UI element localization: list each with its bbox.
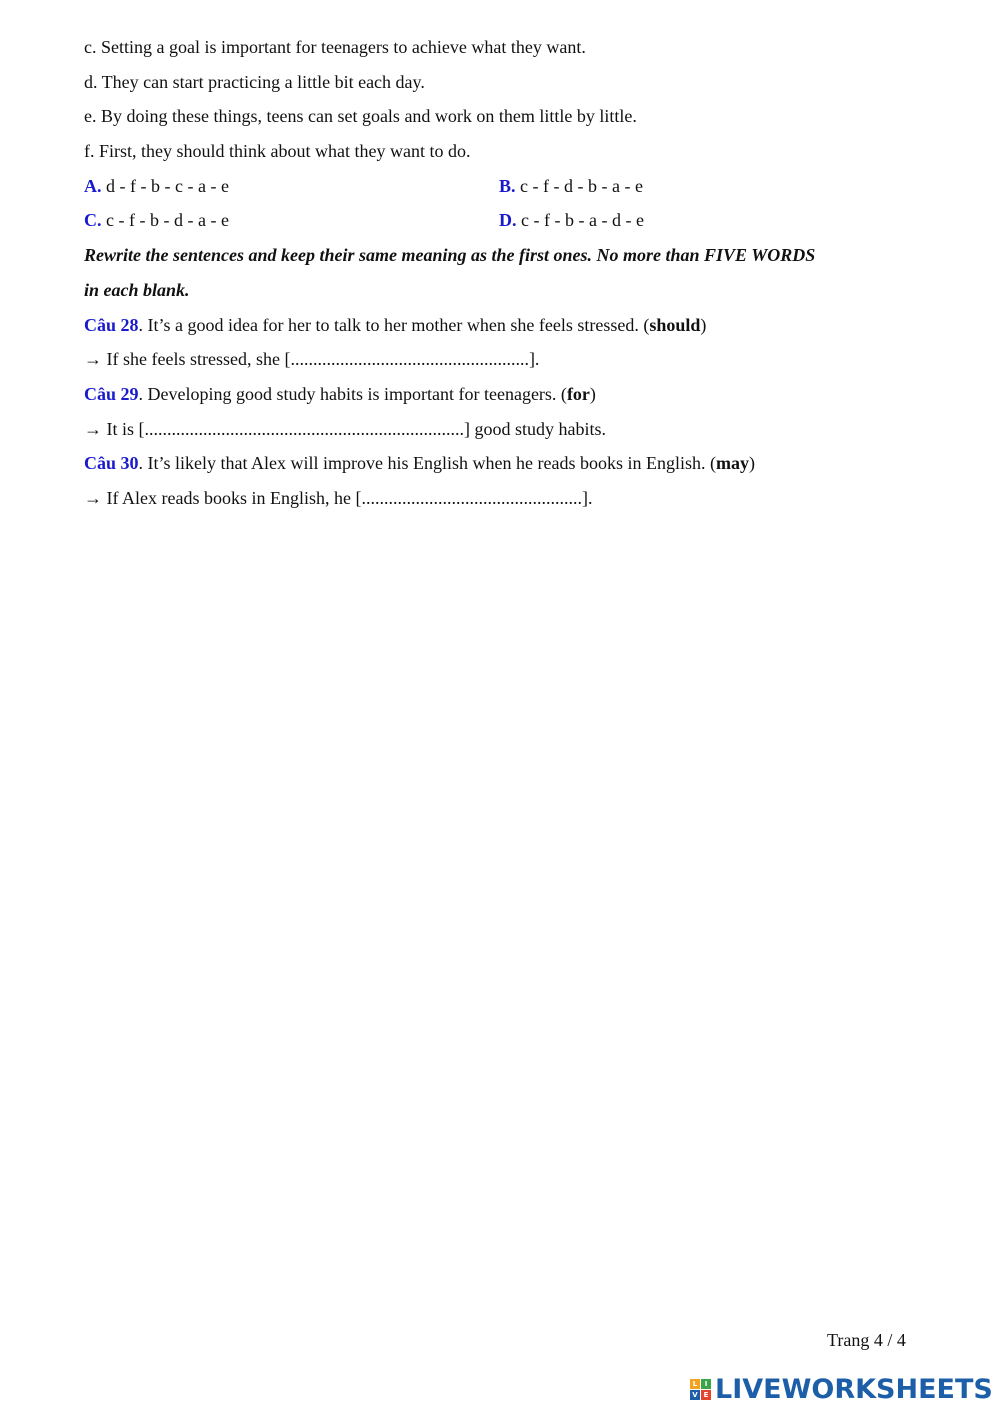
question-28: [84, 308, 914, 343]
question-28-label: Câu 28: [84, 314, 139, 335]
option-a-text: d - f - b - c - a - e: [101, 175, 229, 196]
question-29-close: ): [589, 383, 596, 404]
question-29: [84, 377, 914, 412]
brand-name: LIVEWORKSHEETS: [715, 1374, 993, 1405]
question-30-close: ): [748, 453, 755, 474]
sentence-item-d: d. They can start practicing a little bit each day.: [84, 71, 425, 92]
option-c[interactable]: [84, 203, 499, 238]
question-29-keyword: for: [566, 383, 590, 404]
sentence-item-e: e. By doing these things, teens can set goals and work on them little by little.: [84, 106, 637, 127]
question-28-text: . It’s a good idea for her to talk to her mother when she feels stressed. (: [138, 314, 650, 335]
document-body: [84, 30, 914, 516]
option-b-letter: B.: [499, 175, 516, 196]
question-28-answer[interactable]: → If she feels stressed, she [.....................................................].: [84, 349, 540, 370]
logo-square-l: L: [690, 1379, 700, 1389]
liveworksheets-logo-icon: [690, 1379, 711, 1400]
logo-square-e: E: [701, 1390, 711, 1400]
option-d-text: c - f - b - a - d - e: [516, 210, 644, 231]
option-a-letter: A.: [84, 175, 102, 196]
instruction-line-2: in each blank.: [84, 279, 190, 300]
question-28-keyword: should: [649, 314, 701, 335]
question-30-label: Câu 30: [84, 453, 139, 474]
options-row-1: [84, 169, 914, 204]
question-28-close: ): [700, 314, 707, 335]
logo-square-v: V: [690, 1390, 700, 1400]
option-c-letter: C.: [84, 210, 102, 231]
option-d[interactable]: [499, 203, 914, 238]
page-number: Trang 4 / 4: [827, 1330, 906, 1350]
logo-square-i: I: [701, 1379, 711, 1389]
option-b-text: c - f - d - b - a - e: [515, 175, 643, 196]
question-30-answer[interactable]: → If Alex reads books in English, he [.................................................].: [84, 487, 593, 508]
option-a[interactable]: [84, 169, 499, 204]
option-b[interactable]: [499, 169, 914, 204]
question-30-keyword: may: [715, 453, 749, 474]
liveworksheets-logo[interactable]: [690, 1374, 993, 1405]
sentence-item-c: c. Setting a goal is important for teenagers to achieve what they want.: [84, 37, 586, 57]
question-29-text: . Developing good study habits is important for teenagers. (: [138, 383, 567, 404]
question-29-answer[interactable]: → It is [.......................................................................] good study habits.: [84, 418, 606, 439]
question-30: [84, 446, 914, 481]
question-29-label: Câu 29: [84, 383, 139, 404]
sentence-item-f: f. First, they should think about what they want to do.: [84, 141, 471, 162]
instruction-line-1: Rewrite the sentences and keep their same meaning as the first ones. No more than FIVE WORDS: [84, 245, 816, 266]
option-d-letter: D.: [499, 210, 517, 231]
question-30-text: . It’s likely that Alex will improve his English when he reads books in English. (: [138, 453, 716, 474]
options-row-2: [84, 203, 914, 238]
option-c-text: c - f - b - d - a - e: [101, 210, 229, 231]
